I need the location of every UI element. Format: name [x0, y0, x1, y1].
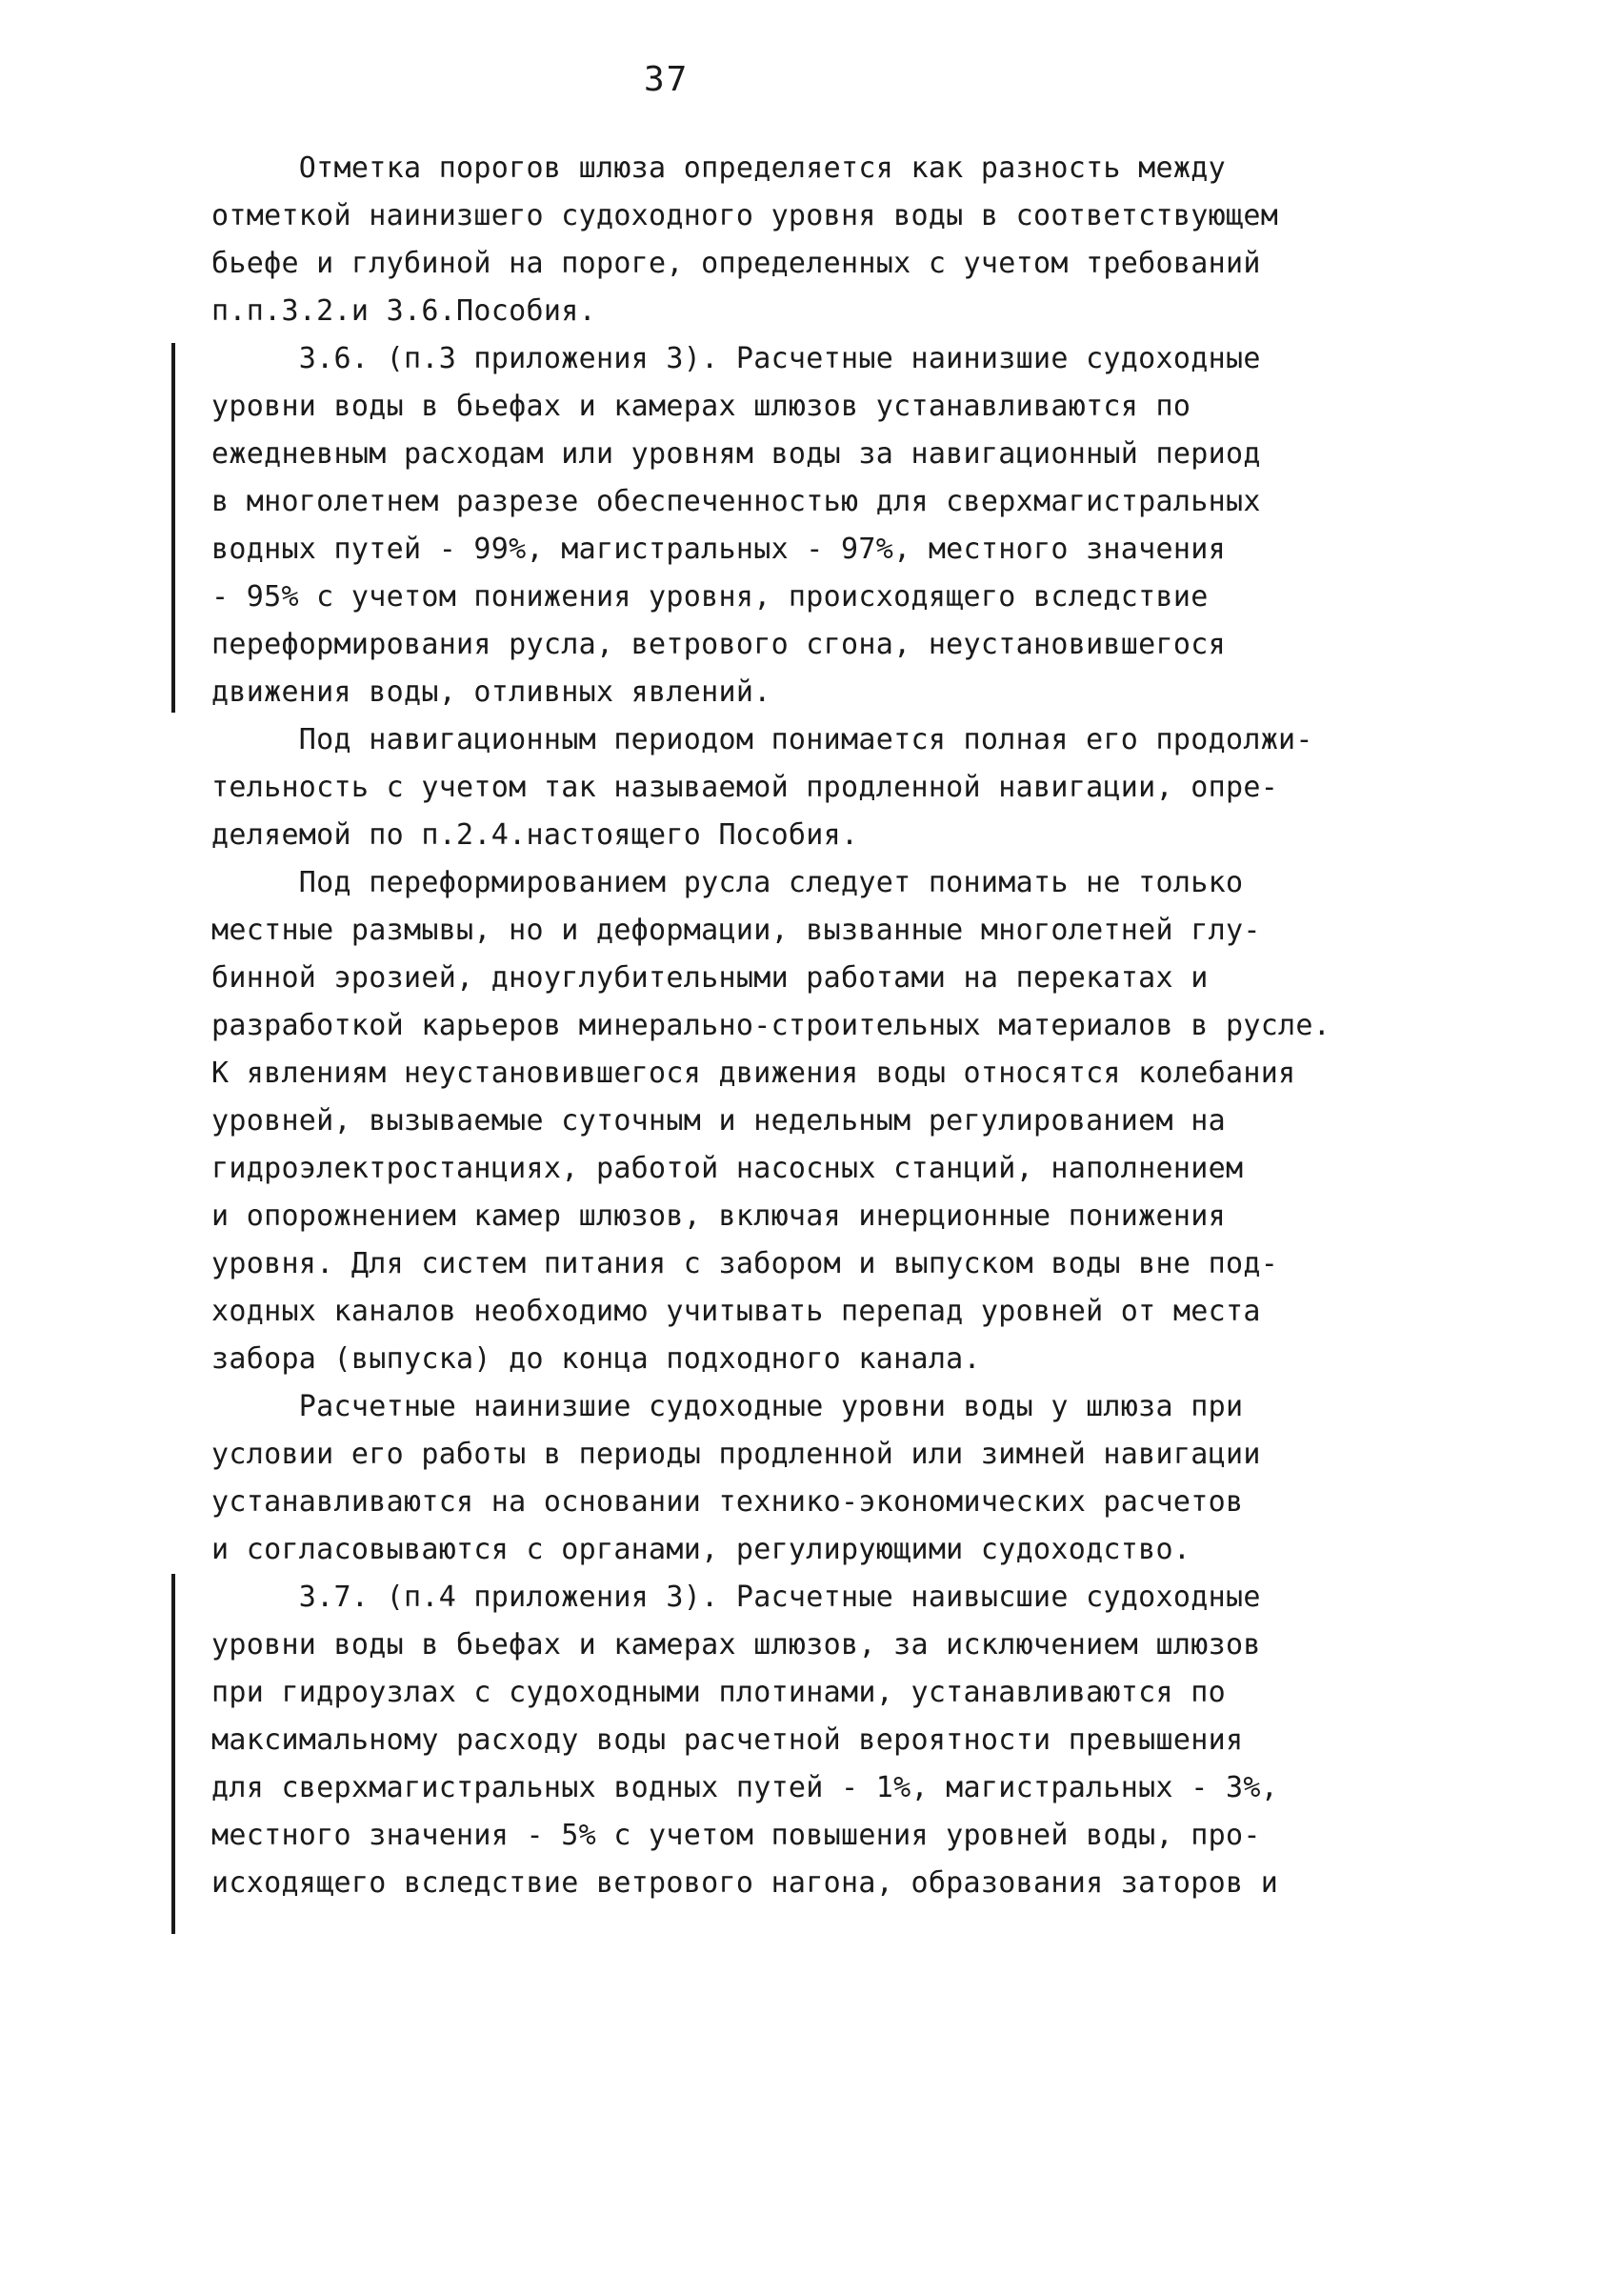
text-line: забора (выпуска) до конца подходного канала.	[211, 1342, 981, 1376]
text-line: ходных каналов необходимо учитывать перепад уровней от места	[211, 1295, 1261, 1328]
text-line: и опорожнением камер шлюзов, включая инерционные понижения	[211, 1199, 1226, 1233]
text-line: уровня. Для систем питания с забором и выпуском воды вне под-	[211, 1247, 1279, 1280]
text-line: и согласовываются с органами, регулирующими судоходство.	[211, 1533, 1191, 1566]
paragraph-section-3-6	[211, 335, 1450, 716]
text-line: уровни воды в бьефах и камерах шлюзов, за исключением шлюзов	[211, 1628, 1261, 1662]
text-line: уровней, вызываемые суточным и недельным регулированием на	[211, 1104, 1226, 1138]
margin-change-bar	[171, 1574, 175, 1934]
text-line: местного значения - 5% с учетом повышения уровней воды, про-	[211, 1819, 1261, 1852]
paragraph-sill-elevation	[211, 145, 1450, 335]
text-line: Под навигационным периодом понимается полная его продолжи-	[211, 723, 1313, 756]
text-line: для сверхмагистральных водных путей - 1%, магистральных - 3%,	[211, 1771, 1279, 1804]
text-line: Под переформированием русла следует понимать не только	[211, 866, 1244, 899]
text-line: 3.7. (п.4 приложения 3). Расчетные наивысшие судоходные	[211, 1581, 1261, 1614]
text-line: разработкой карьеров минерально-строительных материалов в русле.	[211, 1009, 1331, 1042]
text-line: условии его работы в периоды продленной или зимней навигации	[211, 1438, 1261, 1471]
paragraph-navigation-period	[211, 716, 1450, 859]
text-line: бинной эрозией, дноуглубительными работами на перекатах и	[211, 961, 1209, 995]
text-line: п.п.3.2.и 3.6.Пособия.	[211, 294, 596, 328]
text-line: при гидроузлах с судоходными плотинами, устанавливаются по	[211, 1676, 1226, 1709]
margin-change-bar	[171, 343, 175, 713]
text-line: Расчетные наинизшие судоходные уровни воды у шлюза при	[211, 1390, 1244, 1423]
text-line: отметкой наинизшего судоходного уровня воды в соответствующем	[211, 199, 1279, 232]
text-line: уровни воды в бьефах и камерах шлюзов устанавливаются по	[211, 390, 1191, 423]
paragraph-extended-navigation	[211, 1383, 1450, 1574]
text-line: ежедневным расходам или уровням воды за навигационный период	[211, 437, 1261, 471]
text-line: Отметка порогов шлюза определяется как разность между	[211, 151, 1226, 185]
text-line: устанавливаются на основании технико-экономических расчетов	[211, 1485, 1244, 1519]
text-line: 3.6. (п.3 приложения 3). Расчетные наинизшие судоходные	[211, 342, 1261, 375]
text-line: исходящего вследствие ветрового нагона, образования заторов и	[211, 1866, 1279, 1900]
text-line: в многолетнем разрезе обеспеченностью для сверхмагистральных	[211, 485, 1261, 518]
text-line: водных путей - 99%, магистральных - 97%, местного значения	[211, 533, 1226, 566]
text-line: гидроэлектростанциях, работой насосных станций, наполнением	[211, 1152, 1244, 1185]
text-line: движения воды, отливных явлений.	[211, 675, 771, 709]
text-line: местные размывы, но и деформации, вызванные многолетней глу-	[211, 914, 1261, 947]
text-line: деляемой по п.2.4.настоящего Пособия.	[211, 818, 859, 852]
text-line: переформирования русла, ветрового сгона, неустановившегося	[211, 628, 1226, 661]
text-line: бьефе и глубиной на пороге, определенных с учетом требований	[211, 247, 1261, 280]
text-line: - 95% с учетом понижения уровня, происходящего вследствие	[211, 580, 1209, 614]
paragraph-section-3-7	[211, 1574, 1450, 1907]
page-number: 37	[644, 60, 690, 99]
text-line: максимальному расходу воды расчетной вероятности превышения	[211, 1723, 1244, 1757]
text-line: тельность с учетом так называемой продленной навигации, опре-	[211, 771, 1279, 804]
text-line: К явлениям неустановившегося движения воды относятся колебания	[211, 1057, 1296, 1090]
paragraph-channel-reformation	[211, 859, 1450, 1383]
